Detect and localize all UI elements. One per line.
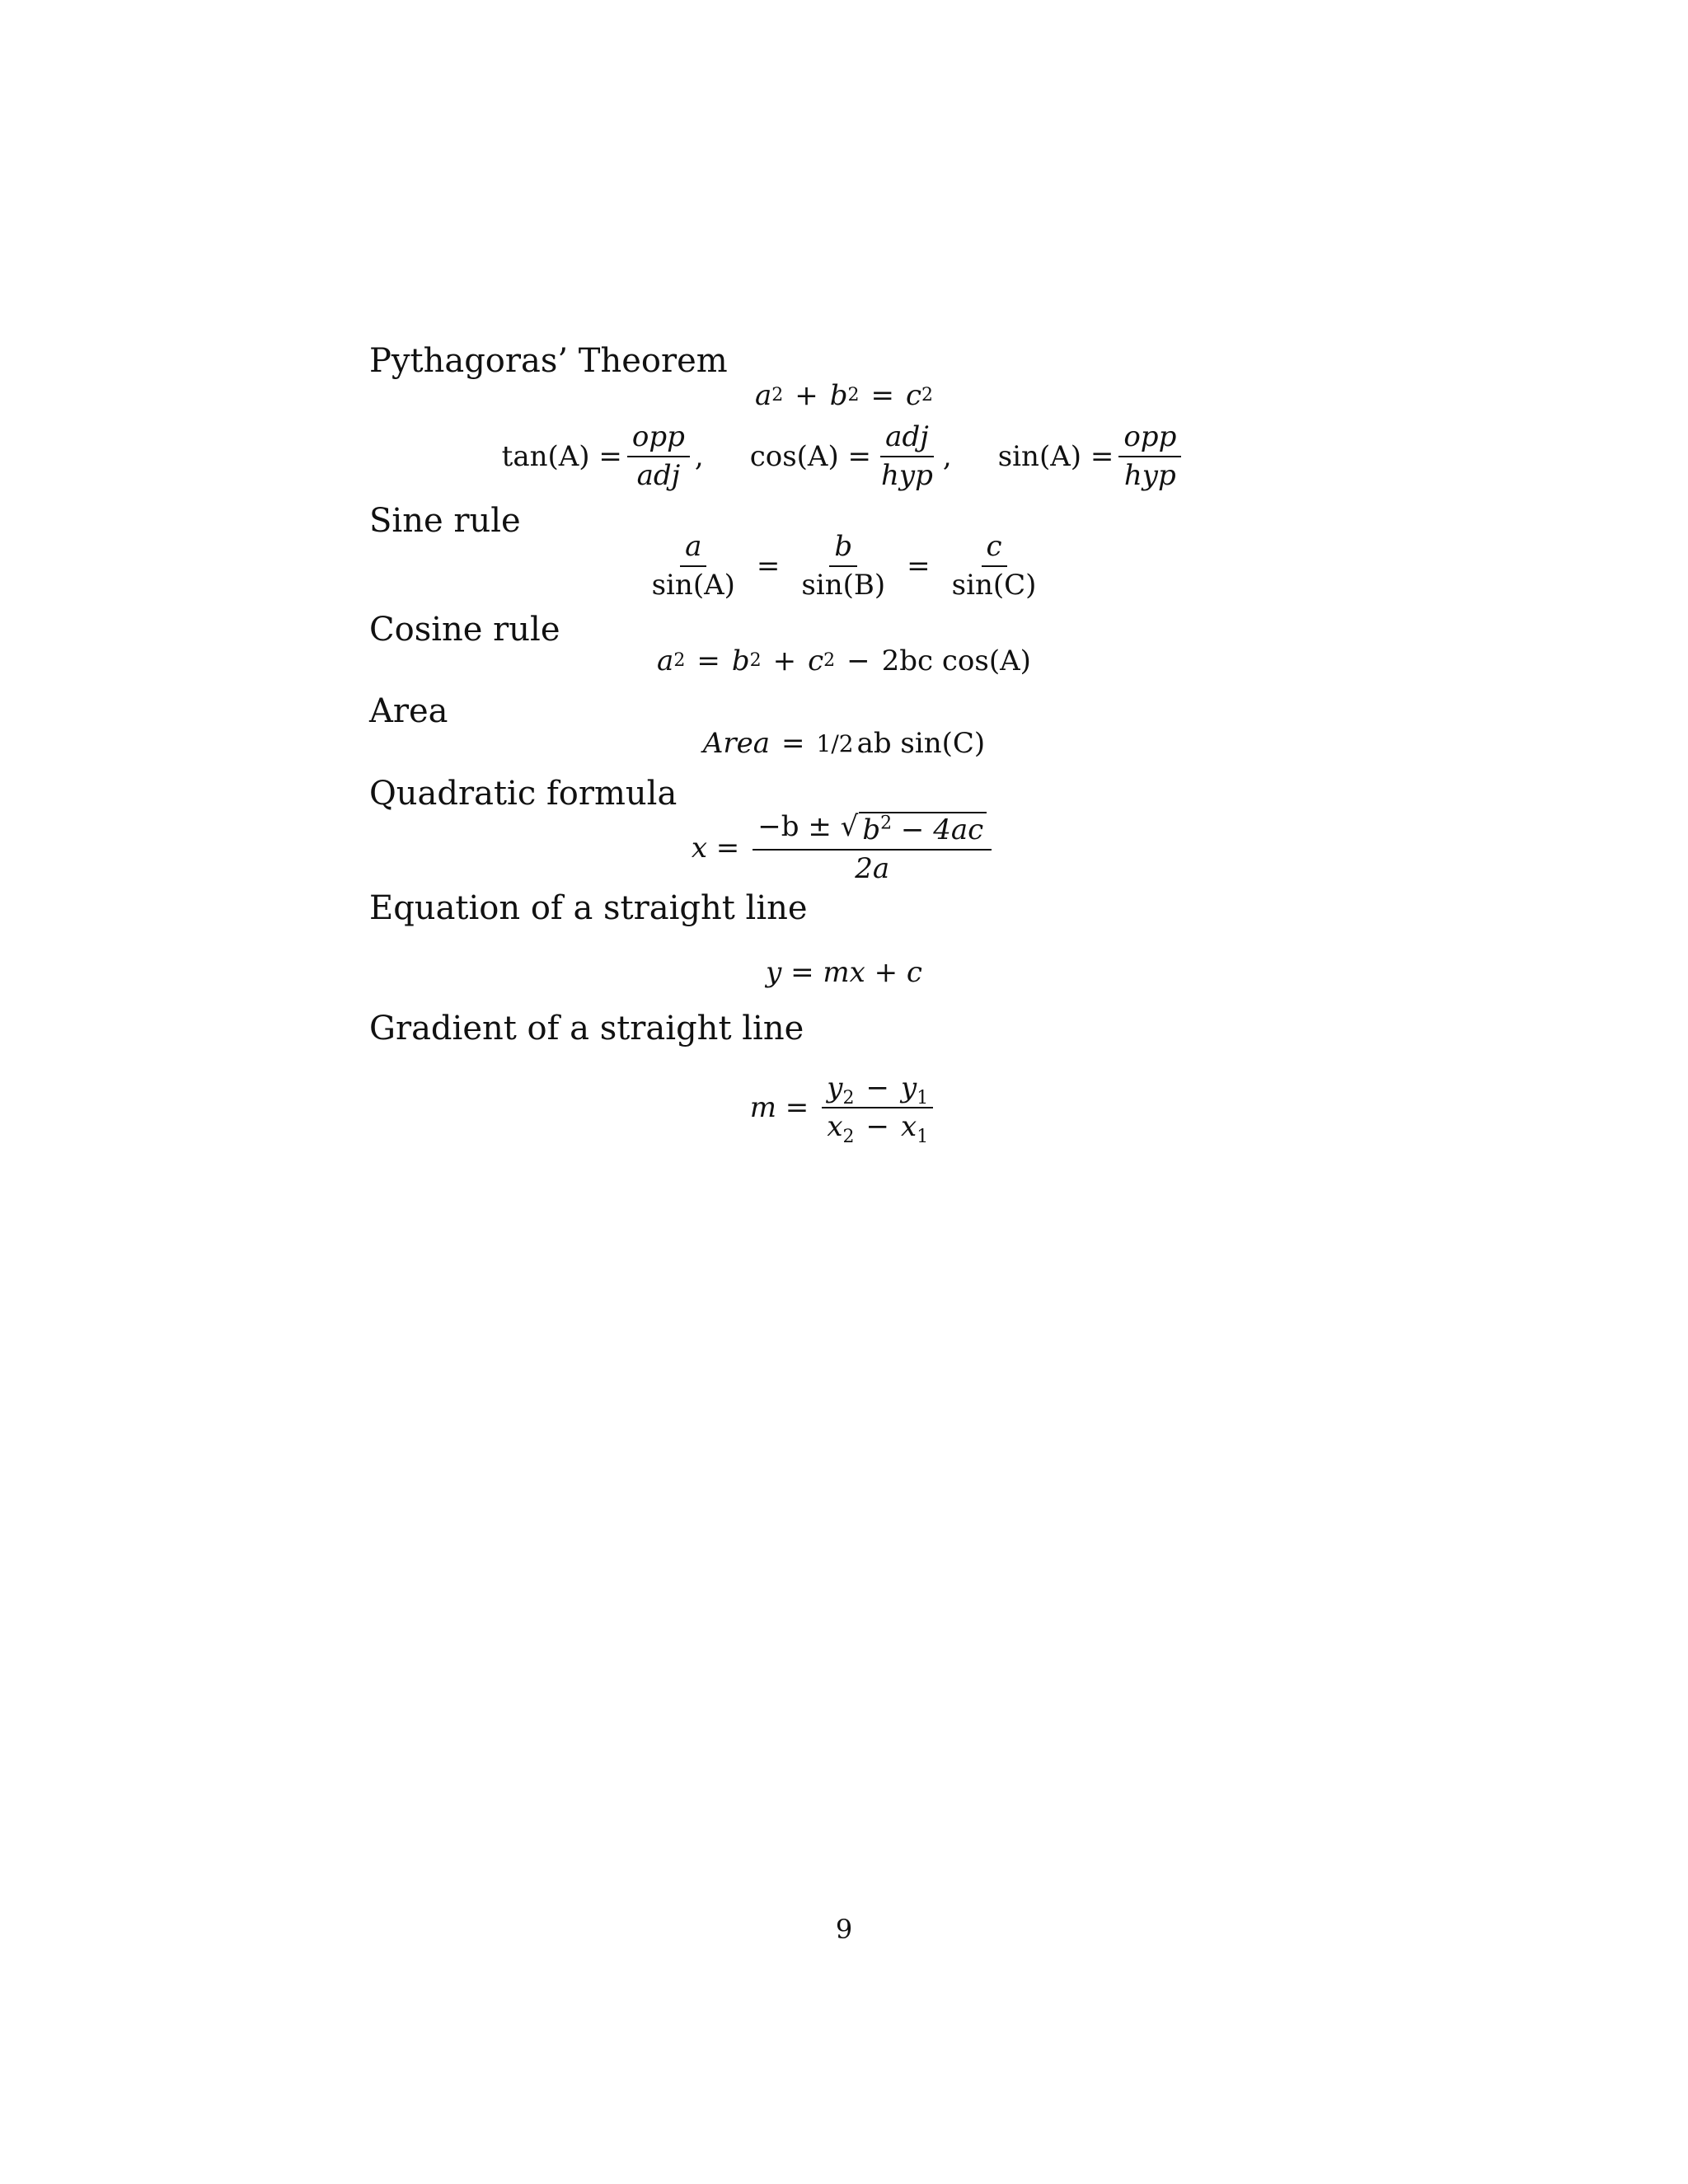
gradient-x2: x [827, 1110, 843, 1144]
heading-sine-rule: Sine rule [369, 502, 521, 540]
quadratic-sqrt [841, 812, 987, 846]
cosine-rule-b: b [731, 644, 750, 677]
cosine-rule-minus: − [846, 644, 870, 677]
formula-gradient [0, 1071, 1688, 1148]
cos-lhs: cos(A) = [749, 440, 872, 474]
area-half: 1/2 [816, 729, 854, 757]
gradient-y1: y [901, 1071, 917, 1104]
sine-rule-frac-a [647, 532, 740, 602]
sine-rule-frac-c [947, 532, 1042, 602]
gradient-x1: x [901, 1110, 917, 1144]
sine-rule-den-b: sin(B) [801, 569, 886, 602]
sin-denominator: hyp [1123, 459, 1176, 493]
quadratic-radicand-base: b [862, 813, 881, 846]
heading-cosine-rule: Cosine rule [369, 611, 560, 649]
area-lhs: Area [702, 727, 771, 760]
sine-rule-frac-b [796, 532, 890, 602]
tan-formula [502, 422, 704, 492]
gradient-num-minus: − [865, 1071, 890, 1104]
cos-denominator: hyp [881, 459, 933, 493]
formula-pythagoras: a 2 + b 2 = c 2 [754, 379, 934, 412]
cos-comma: , [942, 440, 952, 474]
quadratic-radicand [859, 812, 987, 846]
tan-denominator: adj [636, 459, 681, 493]
heading-pythagoras: Pythagoras’ Theorem [369, 342, 728, 380]
tan-fraction [627, 422, 690, 492]
page-number: 9 [835, 1914, 853, 1945]
sin-lhs: sin(A) = [997, 440, 1114, 474]
cos-formula [750, 422, 952, 492]
cos-fraction [876, 422, 938, 492]
quadratic-num-prefix: −b ± [757, 810, 832, 843]
gradient-y1-sub: 1 [917, 1087, 929, 1108]
line-expr: y = mx + c [766, 956, 922, 989]
sine-rule-den-c: sin(C) [951, 569, 1037, 602]
cos-numerator: adj [880, 422, 934, 457]
gradient-y2-sub: 2 [842, 1087, 855, 1108]
pythagoras-plus: + [795, 379, 818, 412]
pythagoras-b: b [829, 379, 848, 412]
heading-quadratic: Quadratic formula [369, 775, 678, 813]
sine-rule-num-c: c [982, 532, 1007, 567]
heading-gradient: Gradient of a straight line [369, 1010, 804, 1047]
gradient-fraction [822, 1071, 933, 1148]
quadratic-denominator: 2a [855, 852, 890, 886]
formula-trig-ratios [0, 422, 1688, 492]
cosine-rule-c: c [808, 644, 824, 677]
area-rhs: ab sin(C) [856, 727, 986, 760]
gradient-numerator [822, 1073, 933, 1108]
gradient-x2-sub: 2 [842, 1127, 855, 1148]
heading-area: Area [369, 692, 448, 730]
quadratic-lhs: x = [691, 832, 740, 865]
gradient-den-minus: − [865, 1110, 890, 1144]
cosine-rule-equals: = [696, 644, 720, 677]
cosine-rule-plus: + [772, 644, 797, 677]
gradient-lhs: m = [749, 1091, 809, 1125]
quadratic-fraction [753, 812, 992, 885]
formula-line [0, 956, 1688, 989]
sine-rule-den-a: sin(A) [651, 569, 735, 602]
formula-cosine-rule: a 2 = b 2 + c 2 − 2bc cos(A) [657, 644, 1031, 677]
sine-rule-equals-2: = [907, 550, 931, 583]
gradient-x1-sub: 1 [917, 1127, 929, 1148]
cosine-rule-term: 2bc cos(A) [881, 644, 1031, 677]
pythagoras-equals: = [870, 379, 894, 412]
formula-quadratic [0, 812, 1688, 885]
tan-comma: , [694, 440, 704, 474]
pythagoras-c: c [906, 379, 922, 412]
pythagoras-a: a [754, 379, 772, 412]
gradient-y2: y [827, 1071, 843, 1104]
formula-area [0, 727, 1688, 760]
sine-rule-num-a: a [680, 532, 706, 567]
quadratic-radicand-rest: − 4ac [892, 813, 984, 846]
quadratic-numerator [753, 812, 992, 851]
sin-numerator: opp [1118, 422, 1181, 457]
gradient-denominator [822, 1108, 933, 1148]
tan-lhs: tan(A) = [501, 440, 622, 474]
sin-fraction [1118, 422, 1181, 492]
sine-rule-num-b: b [829, 532, 857, 567]
sqrt-icon: √ [840, 810, 859, 843]
sine-rule-equals-1: = [756, 550, 781, 583]
area-equals: = [781, 727, 805, 760]
sin-formula [998, 422, 1187, 492]
tan-numerator: opp [627, 422, 690, 457]
quadratic-radicand-exp: 2 [880, 813, 893, 834]
heading-line-equation: Equation of a straight line [369, 889, 808, 927]
formula-sine-rule [0, 532, 1688, 602]
cosine-rule-lhs: a [657, 644, 674, 677]
